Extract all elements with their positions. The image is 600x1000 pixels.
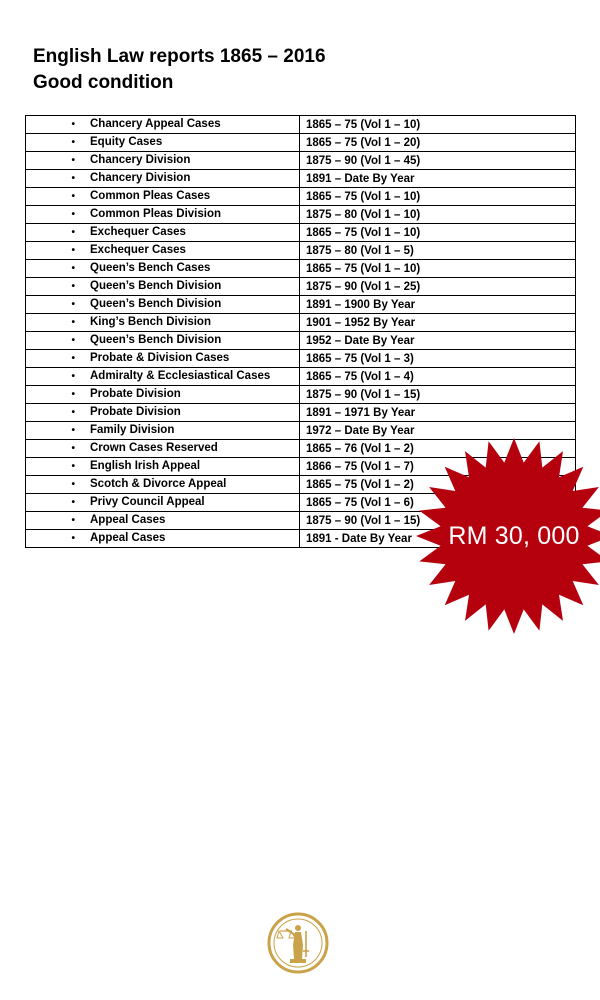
price-badge bbox=[414, 436, 600, 636]
report-name: Common Pleas Cases bbox=[90, 190, 211, 202]
report-period: 1875 – 90 (Vol 1 – 15) bbox=[300, 512, 576, 530]
bullet-icon: • bbox=[71, 119, 75, 130]
table-row bbox=[26, 314, 576, 332]
bullet-icon: • bbox=[71, 335, 75, 346]
report-name: Probate Division bbox=[90, 388, 181, 400]
bullet-icon: • bbox=[71, 227, 75, 238]
report-name: Queen’s Bench Division bbox=[90, 298, 222, 310]
report-name-cell bbox=[26, 224, 300, 242]
bullet-icon: • bbox=[71, 353, 75, 364]
report-name-cell bbox=[26, 116, 300, 134]
report-name-cell bbox=[26, 242, 300, 260]
table-row bbox=[26, 224, 576, 242]
report-period: 1901 – 1952 By Year bbox=[300, 314, 576, 332]
document-title: English Law reports 1865 – 2016 bbox=[33, 46, 326, 67]
report-name-cell bbox=[26, 422, 300, 440]
bullet-icon: • bbox=[71, 425, 75, 436]
report-period: 1865 – 76 (Vol 1 – 2) bbox=[300, 440, 576, 458]
report-name-cell bbox=[26, 404, 300, 422]
report-name-cell bbox=[26, 350, 300, 368]
report-period: 1875 – 90 (Vol 1 – 15) bbox=[300, 386, 576, 404]
report-name: Chancery Division bbox=[90, 154, 191, 166]
document-heading bbox=[33, 44, 326, 96]
table-row bbox=[26, 152, 576, 170]
bullet-icon: • bbox=[71, 299, 75, 310]
report-period: 1865 – 75 (Vol 1 – 10) bbox=[300, 260, 576, 278]
report-period: 1972 – Date By Year bbox=[300, 422, 576, 440]
report-name-cell bbox=[26, 134, 300, 152]
table-row bbox=[26, 188, 576, 206]
report-name-cell bbox=[26, 476, 300, 494]
report-name-cell bbox=[26, 440, 300, 458]
report-name: Probate & Division Cases bbox=[90, 352, 230, 364]
report-name: Appeal Cases bbox=[90, 532, 166, 544]
report-name: English Irish Appeal bbox=[90, 460, 201, 472]
report-name: Common Pleas Division bbox=[90, 208, 222, 220]
report-name: Queen’s Bench Cases bbox=[90, 262, 211, 274]
report-name: Scotch & Divorce Appeal bbox=[90, 478, 227, 490]
report-period: 1891 – 1971 By Year bbox=[300, 404, 576, 422]
report-period: 1865 – 75 (Vol 1 – 6) bbox=[300, 494, 576, 512]
report-period: 1875 – 90 (Vol 1 – 25) bbox=[300, 278, 576, 296]
report-name: Exchequer Cases bbox=[90, 226, 186, 238]
report-name-cell bbox=[26, 152, 300, 170]
price-label: RM 30, 000 bbox=[448, 521, 580, 550]
bullet-icon: • bbox=[71, 209, 75, 220]
bullet-icon: • bbox=[71, 155, 75, 166]
bullet-icon: • bbox=[71, 317, 75, 328]
report-name: Queen’s Bench Division bbox=[90, 280, 222, 292]
table-row bbox=[26, 260, 576, 278]
report-name-cell bbox=[26, 458, 300, 476]
bullet-icon: • bbox=[71, 371, 75, 382]
report-name-cell bbox=[26, 260, 300, 278]
table-row bbox=[26, 404, 576, 422]
table-row bbox=[26, 332, 576, 350]
bullet-icon: • bbox=[71, 407, 75, 418]
report-name: Admiralty & Ecclesiastical Cases bbox=[90, 370, 271, 382]
bullet-icon: • bbox=[71, 173, 75, 184]
report-name: Family Division bbox=[90, 424, 175, 436]
bullet-icon: • bbox=[71, 137, 75, 148]
report-period: 1891 - Date By Year bbox=[300, 530, 576, 548]
report-name-cell bbox=[26, 206, 300, 224]
report-name-cell bbox=[26, 314, 300, 332]
bullet-icon: • bbox=[71, 263, 75, 274]
bullet-icon: • bbox=[71, 281, 75, 292]
report-name: Privy Council Appeal bbox=[90, 496, 205, 508]
report-name: Crown Cases Reserved bbox=[90, 442, 218, 454]
table-row bbox=[26, 350, 576, 368]
report-name-cell bbox=[26, 386, 300, 404]
report-period: 1875 – 80 (Vol 1 – 5) bbox=[300, 242, 576, 260]
report-name: Appeal Cases bbox=[90, 514, 166, 526]
report-period: 1875 – 80 (Vol 1 – 10) bbox=[300, 206, 576, 224]
report-period: 1865 – 75 (Vol 1 – 2) bbox=[300, 476, 576, 494]
table-row bbox=[26, 278, 576, 296]
report-name: Queen’s Bench Division bbox=[90, 334, 222, 346]
table-row bbox=[26, 134, 576, 152]
table-row bbox=[26, 242, 576, 260]
report-period: 1865 – 75 (Vol 1 – 10) bbox=[300, 116, 576, 134]
report-period: 1865 – 75 (Vol 1 – 3) bbox=[300, 350, 576, 368]
report-name-cell bbox=[26, 188, 300, 206]
bullet-icon: • bbox=[71, 443, 75, 454]
report-name-cell bbox=[26, 512, 300, 530]
report-period: 1865 – 75 (Vol 1 – 10) bbox=[300, 188, 576, 206]
lady-justice-seal-icon bbox=[266, 911, 330, 975]
report-name-cell bbox=[26, 278, 300, 296]
report-name: King’s Bench Division bbox=[90, 316, 211, 328]
table-row bbox=[26, 296, 576, 314]
bullet-icon: • bbox=[71, 497, 75, 508]
bullet-icon: • bbox=[71, 389, 75, 400]
table-row bbox=[26, 368, 576, 386]
report-name: Chancery Appeal Cases bbox=[90, 118, 221, 130]
table-row bbox=[26, 116, 576, 134]
report-name-cell bbox=[26, 530, 300, 548]
report-name-cell bbox=[26, 494, 300, 512]
report-period: 1891 – 1900 By Year bbox=[300, 296, 576, 314]
bullet-icon: • bbox=[71, 461, 75, 472]
bullet-icon: • bbox=[71, 245, 75, 256]
report-period: 1866 – 75 (Vol 1 – 7) bbox=[300, 458, 576, 476]
report-period: 1865 – 75 (Vol 1 – 4) bbox=[300, 368, 576, 386]
report-period: 1891 – Date By Year bbox=[300, 170, 576, 188]
report-name-cell bbox=[26, 170, 300, 188]
table-row bbox=[26, 206, 576, 224]
report-name-cell bbox=[26, 368, 300, 386]
report-period: 1952 – Date By Year bbox=[300, 332, 576, 350]
table-row bbox=[26, 170, 576, 188]
report-name-cell bbox=[26, 296, 300, 314]
bullet-icon: • bbox=[71, 533, 75, 544]
report-period: 1865 – 75 (Vol 1 – 20) bbox=[300, 134, 576, 152]
report-name: Probate Division bbox=[90, 406, 181, 418]
report-name: Equity Cases bbox=[90, 136, 163, 148]
table-row bbox=[26, 386, 576, 404]
report-name: Chancery Division bbox=[90, 172, 191, 184]
report-period: 1875 – 90 (Vol 1 – 45) bbox=[300, 152, 576, 170]
bullet-icon: • bbox=[71, 515, 75, 526]
report-name: Exchequer Cases bbox=[90, 244, 186, 256]
document-subtitle: Good condition bbox=[33, 72, 174, 93]
bullet-icon: • bbox=[71, 191, 75, 202]
report-period: 1865 – 75 (Vol 1 – 10) bbox=[300, 224, 576, 242]
report-name-cell bbox=[26, 332, 300, 350]
bullet-icon: • bbox=[71, 479, 75, 490]
